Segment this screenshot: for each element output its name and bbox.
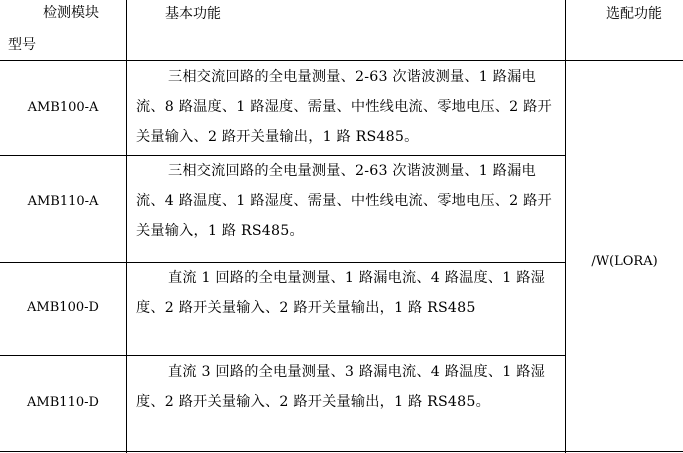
row-divider-3 <box>0 355 566 356</box>
row-function-amb100-a: 三相交流回路的全电量测量、2-63 次谐波测量、1 路漏电流、8 路温度、1 路湿度、需量、中性线电流、零地电压、2 路开关量输入、2 路开关量输出，1 路 RS485。 <box>136 69 552 145</box>
row-divider-header <box>0 60 683 61</box>
row-function-amb110-a: 三相交流回路的全电量测量、2-63 次谐波测量、1 路漏电流、4 路温度、1 路湿度、需量、中性线电流、零地电压、2 路开关量输入，1 路 RS485。 <box>136 163 552 239</box>
header-model-line2: 型号 <box>8 37 36 53</box>
col-divider-function <box>565 0 566 453</box>
row-function-amb100-d: 直流 1 回路的全电量测量、1 路漏电流、4 路温度、1 路湿度、2 路开关量输入、2 路开关量输出，1 路 RS485 <box>136 270 545 316</box>
col-divider-model <box>126 0 127 453</box>
optional-function-value: /W(LORA) <box>591 254 658 269</box>
row-function-amb110-d: 直流 3 回路的全电量测量、3 路漏电流、4 路温度、1 路湿度、2 路开关量输入、2 路开关量输出，1 路 RS485。 <box>136 364 545 410</box>
row-model-amb100-d: AMB100-D <box>27 300 99 315</box>
header-optional: 选配功能 <box>606 6 662 22</box>
row-model-amb110-d: AMB110-D <box>27 395 99 410</box>
header-function: 基本功能 <box>165 6 221 22</box>
row-divider-bottom <box>0 451 683 452</box>
header-model-line1: 检测模块 <box>43 5 99 21</box>
row-model-amb110-a: AMB110-A <box>27 194 99 209</box>
row-model-amb100-a: AMB100-A <box>27 100 99 115</box>
